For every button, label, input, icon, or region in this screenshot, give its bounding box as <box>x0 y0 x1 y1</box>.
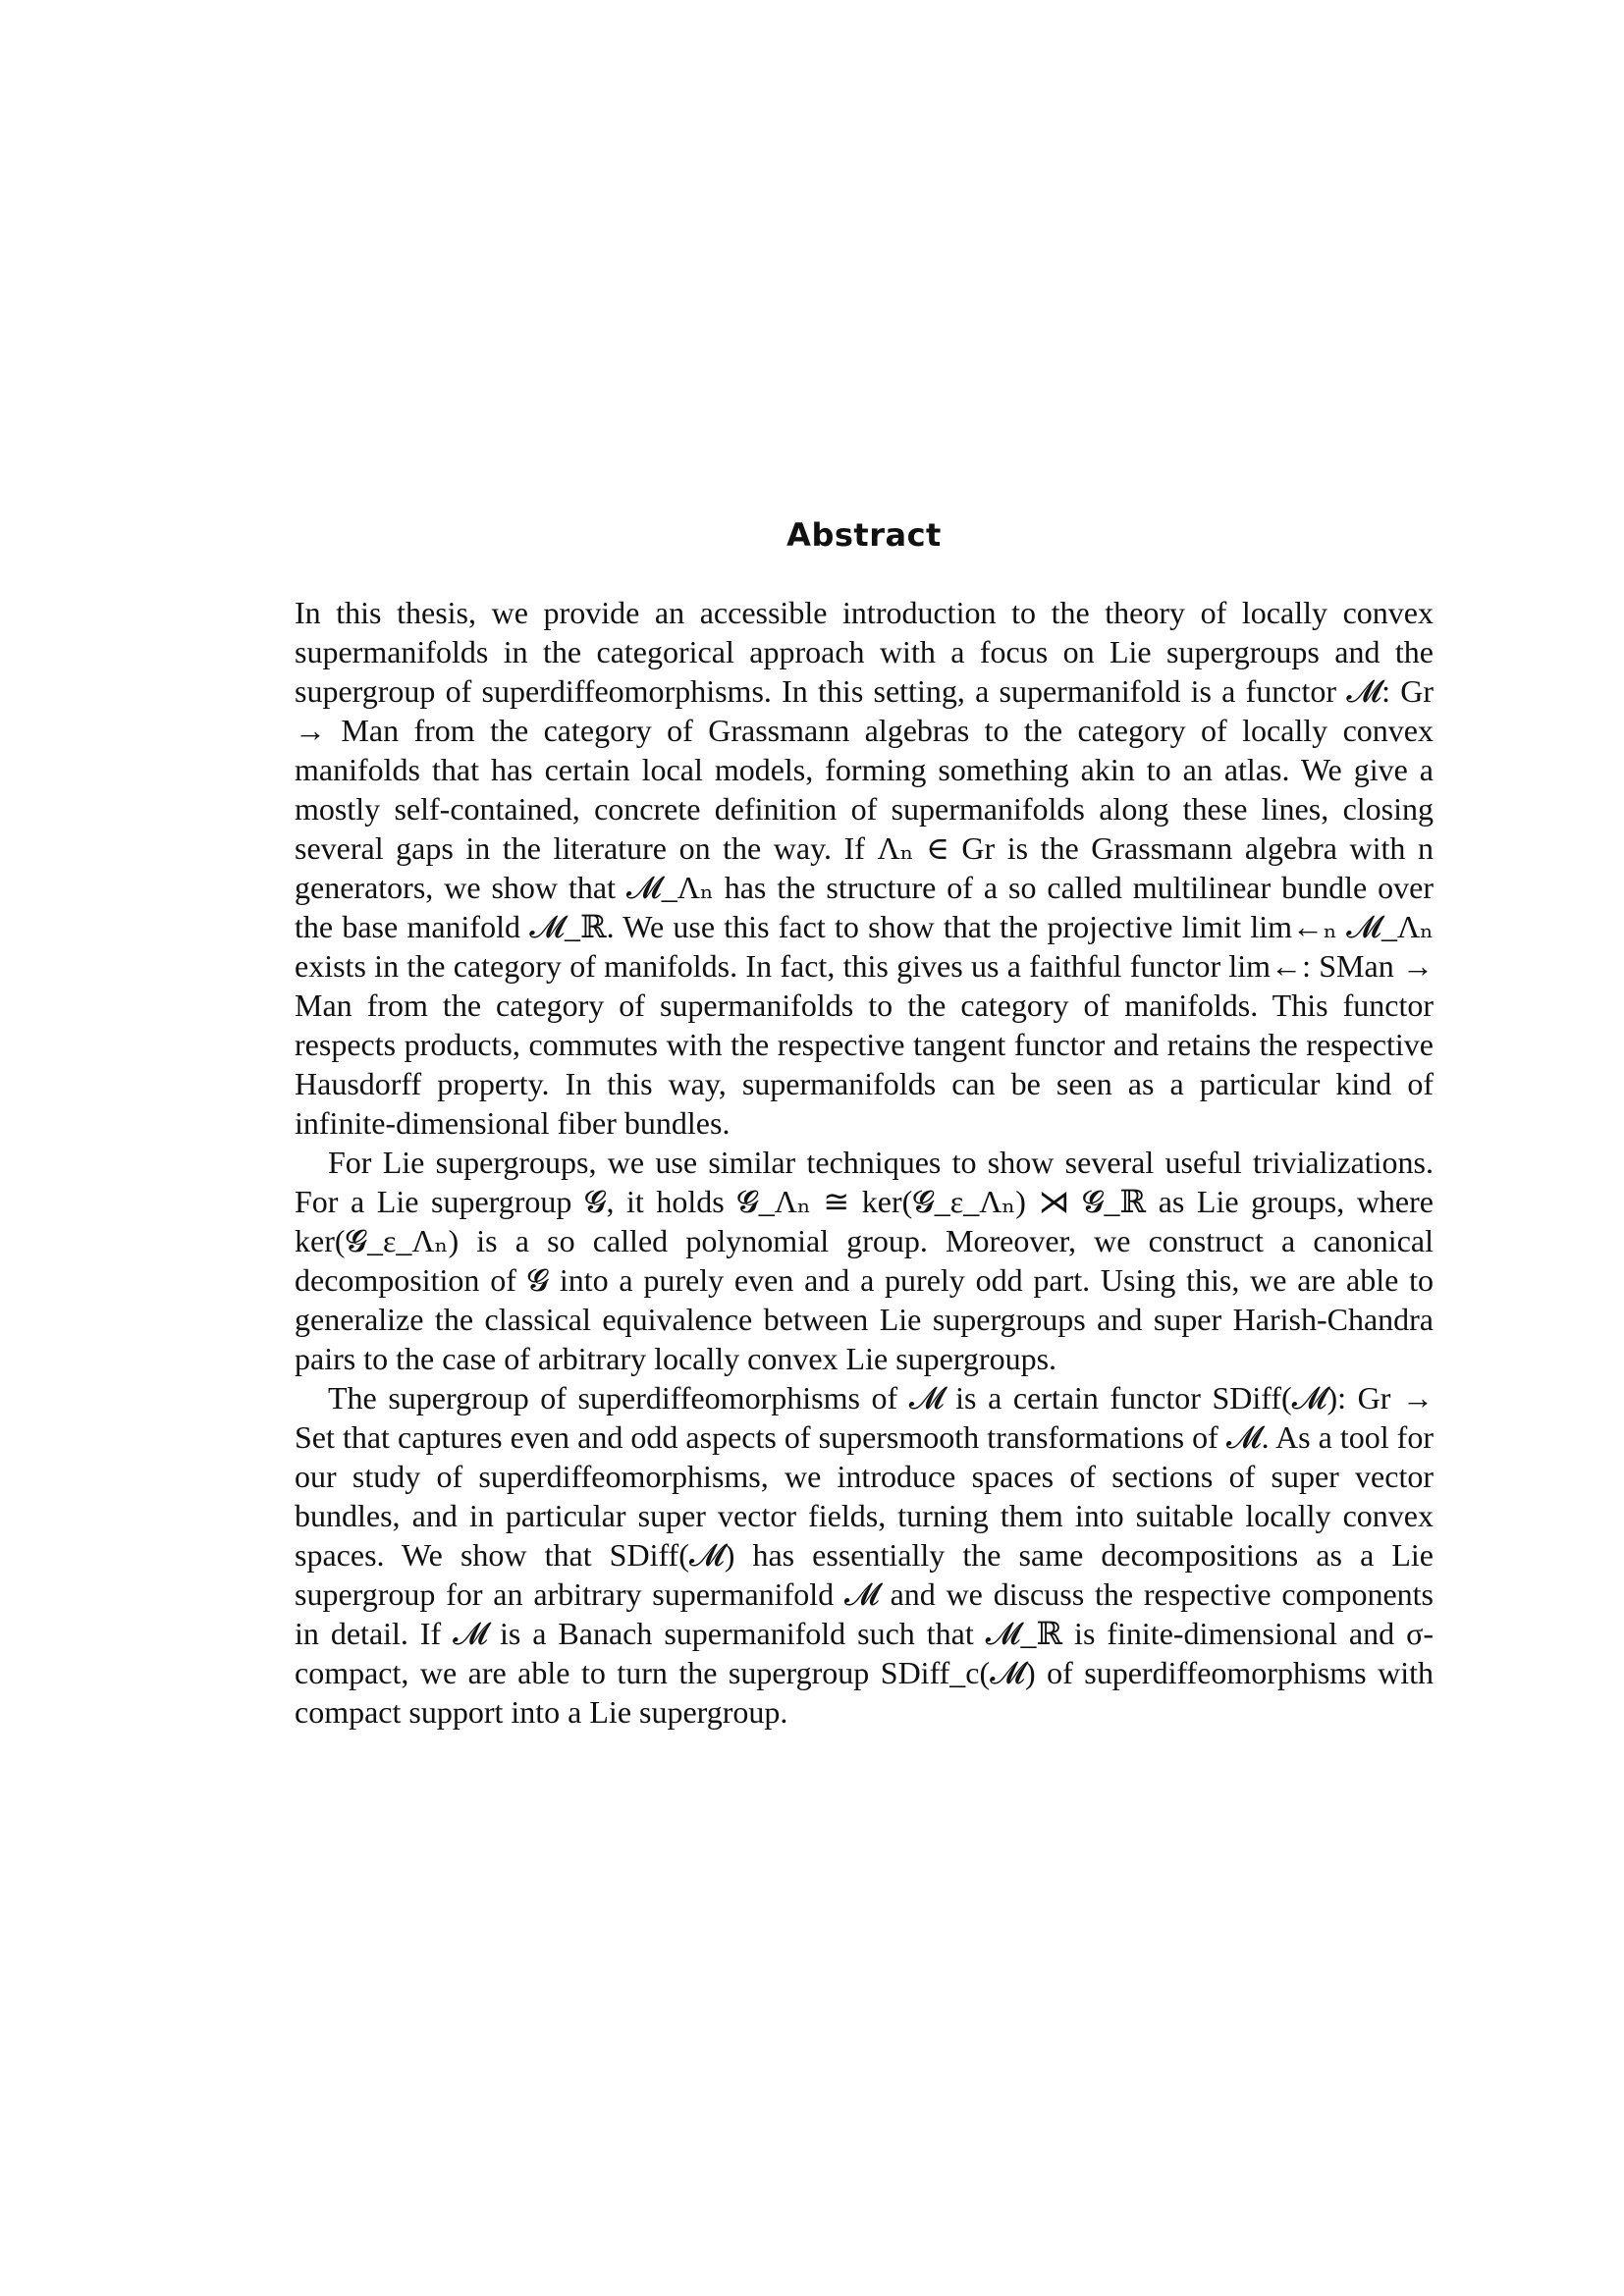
abstract-paragraph-3: The supergroup of superdiffeomorphisms of 𝓜 is a certain functor SDiff(𝓜): Gr → Set that captures even and odd aspects of supersmooth transformations of 𝓜. As a tool for our study of superdiffeomorphisms, we introduce spaces of sections of super vector bundles, and in particular super vector fields, turning them into suitable locally convex spaces. We show that SDiff(𝓜) has essentially the same decompositions as a Lie supergroup for an arbitrary supermanifold 𝓜 and we discuss the respective components in detail. If 𝓜 is a Banach supermanifold such that 𝓜_ℝ is finite-dimensional and σ-compact, we are able to turn the supergroup SDiff_c(𝓜) of superdiffeomorphisms with compact support into a Lie supergroup. <box>295 1380 1434 1730</box>
abstract-title: Abstract <box>786 516 942 554</box>
abstract-paragraph-2: For Lie supergroups, we use similar techniques to show several useful trivializations. For a Lie supergroup 𝓖, it holds 𝓖_Λₙ ≅ ker(𝓖_ε_Λₙ) ⋊ 𝓖_ℝ as Lie groups, where ker(𝓖_ε_Λₙ) is a so called polynomial group. Moreover, we construct a canonical decomposition of 𝓖 into a purely even and a purely odd part. Using this, we are able to generalize the classical equivalence between Lie supergroups and super Harish-Chandra pairs to the case of arbitrary locally convex Lie supergroups. <box>295 1145 1434 1376</box>
abstract-body <box>295 593 1434 1732</box>
abstract-paragraph-1: In this thesis, we provide an accessible introduction to the theory of locally convex supermanifolds in the categorical approach with a focus on Lie supergroups and the supergroup of superdiffeomorphisms. In this setting, a supermanifold is a functor 𝓜: Gr → Man from the category of Grassmann algebras to the category of locally convex manifolds that has certain local models, forming something akin to an atlas. We give a mostly self-contained, concrete definition of supermanifolds along these lines, closing several gaps in the literature on the way. If Λₙ ∈ Gr is the Grassmann algebra with n generators, we show that 𝓜_Λₙ has the structure of a so called multilinear bundle over the base manifold 𝓜_ℝ. We use this fact to show that the projective limit lim←ₙ 𝓜_Λₙ exists in the category of manifolds. In fact, this gives us a faithful functor lim←: SMan → Man from the category of supermanifolds to the category of manifolds. This functor respects products, commutes with the respective tangent functor and retains the respective Hausdorff property. In this way, supermanifolds can be seen as a particular kind of infinite-dimensional fiber bundles. <box>295 595 1434 1141</box>
